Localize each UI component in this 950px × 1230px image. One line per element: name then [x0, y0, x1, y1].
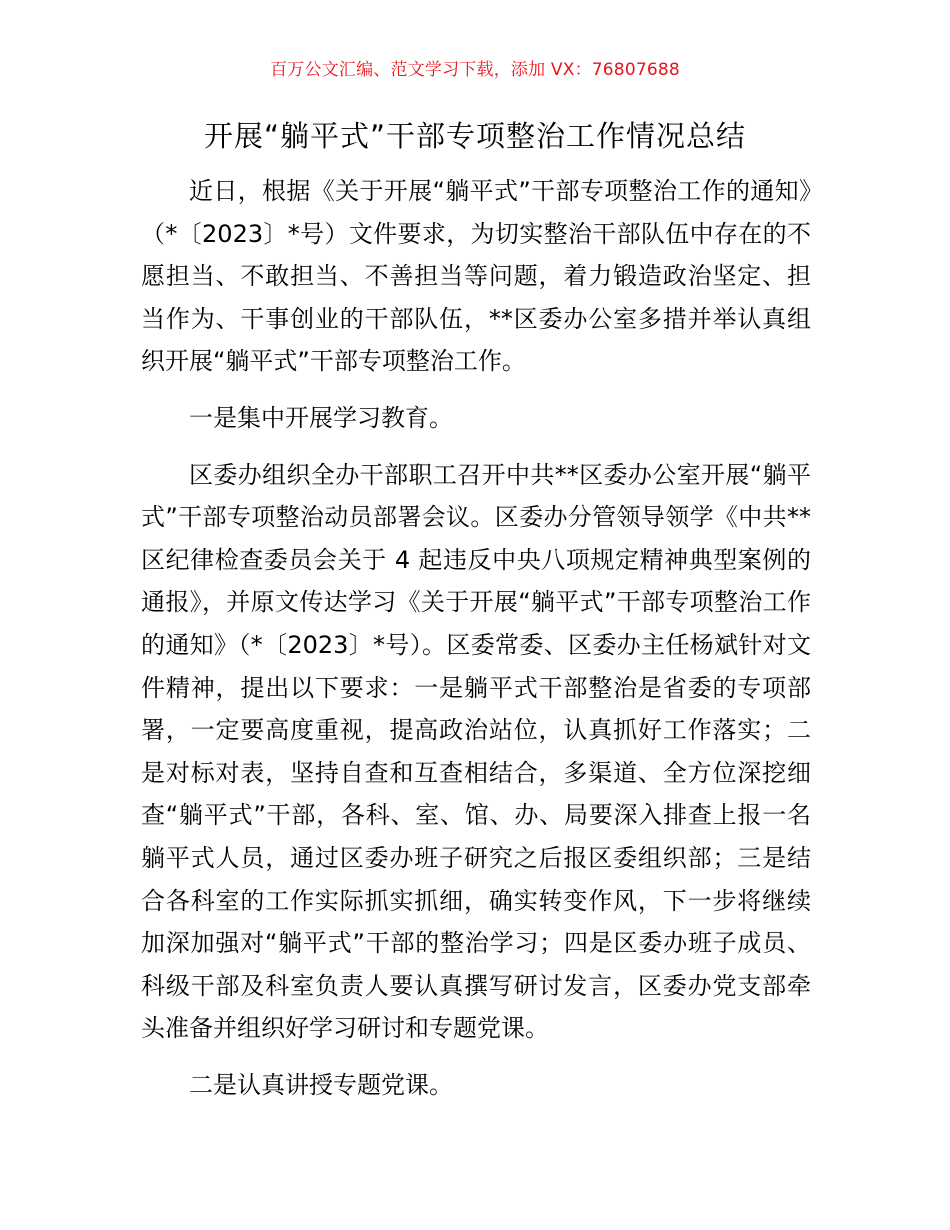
section-heading-party-lecture: 二是认真讲授专题党课。 — [189, 1070, 453, 1099]
download-promo-note: 百万公文汇编、范文学习下载，添加 VX：76807688 — [270, 60, 680, 80]
document-title: 开展“躺平式”干部专项整治工作情况总结 — [203, 119, 747, 153]
section-heading-study-education: 一是集中开展学习教育。 — [189, 403, 453, 432]
intro-paragraph: 近日，根据《关于开展“躺平式”干部专项整治工作的通知》（*〔2023〕*号）文件要求，为切实整治干部队伍中存在的不愿担当、不敢担当、不善担当等问题，着力锻造政治坚定、担当作为、干事创业的干部队伍，**区委办公室多措并举认真组织开展“躺平式”干部专项整治工作。 — [141, 177, 811, 376]
study-education-paragraph: 区委办组织全办干部职工召开中共**区委办公室开展“躺平式”干部专项整治动员部署会议。区委办分管领导领学《中共**区纪律检查委员会关于 4 起违反中央八项规定精神典型案例的通报》，并原文传达学习《关于开展“躺平式”干部专项整治工作的通知》（*〔2023〕*号）。区委常委、区委办主任杨斌针对文件精神，提出以下要求：一是躺平式干部整治是省委的专项部署，一定要高度重视，提高政治站位，认真抓好工作落实；二是对标对表，坚持自查和互查相结合，多渠道、全方位深挖细查“躺平式”干部，各科、室、馆、办、局要深入排查上报一名躺平式人员，通过区委办班子研究之后报区委组织部；三是结合各科室的工作实际抓实抓细，确实转变作风，下一步将继续加深加强对“躺平式”干部的整治学习；四是区委办班子成员、科级干部及科室负责人要认真撰写研讨发言，区委办党支部牵头准备并组织好学习研讨和专题党课。 — [141, 460, 811, 1043]
document-body — [141, 170, 811, 1120]
